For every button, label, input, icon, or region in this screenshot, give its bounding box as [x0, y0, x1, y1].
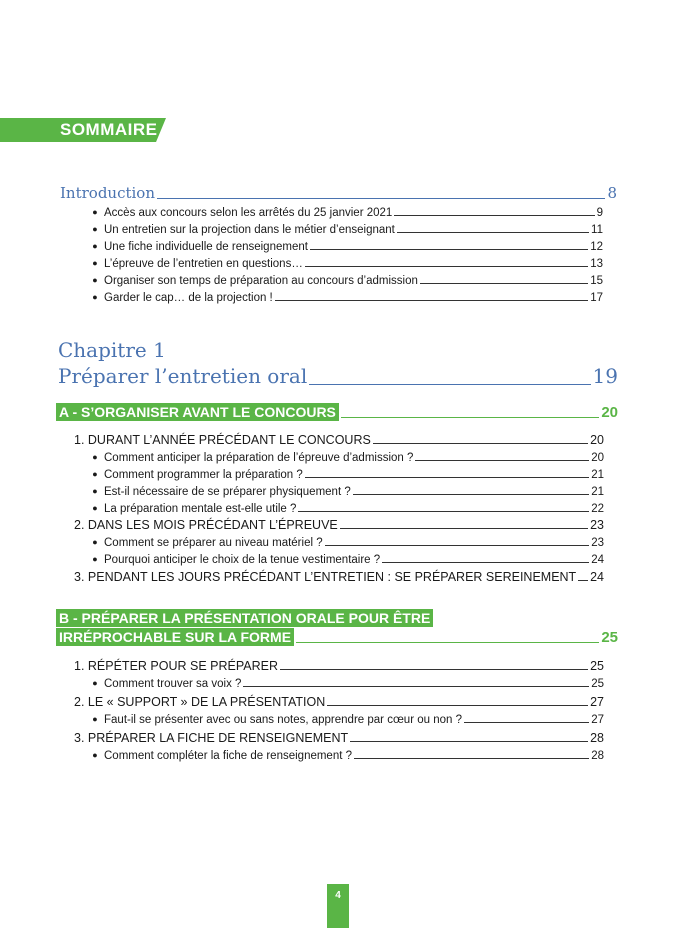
- toc-item-label: Garder le cap… de la projection !: [104, 292, 273, 304]
- toc-page: 28: [591, 750, 604, 762]
- leader-line: [341, 417, 599, 418]
- subsection-label: 2. DANS LES MOIS PRÉCÉDANT L’ÉPREUVE: [74, 518, 338, 532]
- leader-line: [394, 215, 594, 216]
- leader-line: [296, 642, 599, 643]
- leader-line: [309, 384, 590, 385]
- leader-line: [243, 686, 589, 687]
- leader-line: [157, 198, 605, 199]
- leader-line: [350, 741, 588, 742]
- leader-line: [340, 528, 588, 529]
- toc-item-label: Comment anticiper la préparation de l’épreuve d’admission ?: [104, 452, 414, 464]
- section-b-label-line1: B - PRÉPARER LA PRÉSENTATION ORALE POUR ÊTRE: [56, 609, 433, 627]
- leader-line: [305, 477, 589, 478]
- toc-page: 25: [590, 659, 604, 673]
- toc-bullet-item[interactable]: [86, 205, 603, 219]
- toc-bullet-item[interactable]: [86, 256, 603, 270]
- toc-page: 15: [590, 275, 603, 287]
- toc-bullet-item[interactable]: [86, 484, 604, 498]
- toc-bullet-item[interactable]: [86, 676, 604, 690]
- toc-page: 21: [591, 486, 604, 498]
- toc-bullet-item[interactable]: [86, 712, 604, 726]
- bullet-icon: ●: [92, 241, 98, 251]
- toc-subsection[interactable]: [74, 570, 604, 584]
- leader-line: [397, 232, 589, 233]
- toc-bullet-item[interactable]: [86, 239, 603, 253]
- leader-line: [354, 758, 589, 759]
- page-number: 4: [327, 884, 349, 928]
- toc-page: 13: [590, 258, 603, 270]
- toc-item-label: Comment trouver sa voix ?: [104, 678, 242, 690]
- toc-subsection[interactable]: [74, 731, 604, 745]
- toc-item-label: Est-il nécessaire de se préparer physiquement ?: [104, 486, 351, 498]
- toc-page: 11: [591, 224, 603, 236]
- toc-page: 19: [592, 364, 618, 388]
- page-title: SOMMAIRE: [60, 120, 158, 139]
- subsection-label: 1. RÉPÉTER POUR SE PRÉPARER: [74, 659, 278, 673]
- section-b-label-line1-wrap: [56, 610, 433, 628]
- toc-item-label: Pourquoi anticiper le choix de la tenue vestimentaire ?: [104, 554, 381, 566]
- toc-page: 28: [590, 731, 604, 745]
- toc-subsection[interactable]: [74, 695, 604, 709]
- bullet-icon: ●: [92, 486, 98, 496]
- section-a-label: A - S’ORGANISER AVANT LE CONCOURS: [56, 403, 339, 421]
- leader-line: [327, 705, 588, 706]
- toc-bullet-item[interactable]: [86, 222, 603, 236]
- section-b-label-line2: IRRÉPROCHABLE SUR LA FORME: [56, 628, 294, 646]
- toc-page: 20: [601, 404, 618, 421]
- bullet-icon: ●: [92, 714, 98, 724]
- subsection-label: 3. PRÉPARER LA FICHE DE RENSEIGNEMENT: [74, 731, 349, 745]
- bullet-icon: ●: [92, 207, 98, 217]
- bullet-icon: ●: [92, 452, 98, 462]
- toc-page: 24: [590, 570, 604, 584]
- leader-line: [310, 249, 588, 250]
- toc-section-a[interactable]: [56, 403, 618, 421]
- leader-line: [298, 511, 589, 512]
- leader-line: [305, 266, 588, 267]
- bullet-icon: ●: [92, 275, 98, 285]
- toc-page: 9: [596, 207, 603, 219]
- bullet-icon: ●: [92, 292, 98, 302]
- toc-bullet-item[interactable]: [86, 501, 604, 515]
- toc-introduction[interactable]: [60, 184, 617, 202]
- toc-item-label: La préparation mentale est-elle utile ?: [104, 503, 297, 515]
- toc-page: 23: [590, 518, 604, 532]
- toc-item-label: Organiser son temps de préparation au concours d’admission: [104, 275, 418, 287]
- toc-page: 23: [591, 537, 604, 549]
- toc-section-b[interactable]: [56, 628, 618, 646]
- leader-line: [415, 460, 589, 461]
- toc-item-label: Comment programmer la préparation ?: [104, 469, 303, 481]
- toc-item-label: Une fiche individuelle de renseignement: [104, 241, 308, 253]
- toc-introduction-label: Introduction: [60, 184, 155, 202]
- leader-line: [280, 669, 588, 670]
- bullet-icon: ●: [92, 224, 98, 234]
- bullet-icon: ●: [92, 469, 98, 479]
- toc-page: 25: [591, 678, 604, 690]
- toc-bullet-item[interactable]: [86, 535, 604, 549]
- toc-page: 8: [607, 184, 617, 202]
- chapter-number: [58, 338, 166, 362]
- toc-page: 21: [591, 469, 604, 481]
- toc-chapter-title[interactable]: [58, 364, 618, 388]
- subsection-label: 2. LE « SUPPORT » DE LA PRÉSENTATION: [74, 695, 326, 709]
- bullet-icon: ●: [92, 554, 98, 564]
- leader-line: [420, 283, 588, 284]
- toc-bullet-item[interactable]: [86, 290, 603, 304]
- toc-subsection[interactable]: [74, 518, 604, 532]
- leader-line: [382, 562, 589, 563]
- toc-page: 27: [590, 695, 604, 709]
- toc-page: 27: [591, 714, 604, 726]
- toc-item-label: Comment se préparer au niveau matériel ?: [104, 537, 323, 549]
- bullet-icon: ●: [92, 750, 98, 760]
- bullet-icon: ●: [92, 503, 98, 513]
- toc-page: 25: [601, 629, 618, 646]
- leader-line: [578, 580, 588, 581]
- toc-subsection[interactable]: [74, 659, 604, 673]
- toc-page: 17: [590, 292, 603, 304]
- leader-line: [373, 443, 588, 444]
- toc-item-label: L’épreuve de l’entretien en questions…: [104, 258, 303, 270]
- toc-item-label: Faut-il se présenter avec ou sans notes, apprendre par cœur ou non ?: [104, 714, 462, 726]
- leader-line: [353, 494, 589, 495]
- toc-page: 20: [591, 452, 604, 464]
- leader-line: [464, 722, 589, 723]
- toc-item-label: Comment compléter la fiche de renseignement ?: [104, 750, 353, 762]
- leader-line: [325, 545, 590, 546]
- leader-line: [275, 300, 588, 301]
- toc-page: 22: [591, 503, 604, 515]
- toc-subsection[interactable]: [74, 433, 604, 447]
- toc-bullet-item[interactable]: [86, 748, 604, 762]
- toc-item-label: Accès aux concours selon les arrêtés du 25 janvier 2021: [104, 207, 393, 219]
- bullet-icon: ●: [92, 678, 98, 688]
- subsection-label: 3. PENDANT LES JOURS PRÉCÉDANT L’ENTRETIEN : SE PRÉPARER SEREINEMENT: [74, 570, 577, 584]
- chapter-title-label: Préparer l’entretien oral: [58, 364, 308, 388]
- toc-page: 20: [590, 433, 604, 447]
- chapter-number-label: Chapitre 1: [58, 338, 166, 362]
- toc-bullet-item[interactable]: [86, 450, 604, 464]
- toc-bullet-item[interactable]: [86, 467, 604, 481]
- toc-page: 24: [591, 554, 604, 566]
- subsection-label: 1. DURANT L’ANNÉE PRÉCÉDANT LE CONCOURS: [74, 433, 371, 447]
- bullet-icon: ●: [92, 537, 98, 547]
- toc-item-label: Un entretien sur la projection dans le métier d’enseignant: [104, 224, 395, 236]
- toc-bullet-item[interactable]: [86, 273, 603, 287]
- toc-bullet-item[interactable]: [86, 552, 604, 566]
- toc-page: 12: [590, 241, 603, 253]
- bullet-icon: ●: [92, 258, 98, 268]
